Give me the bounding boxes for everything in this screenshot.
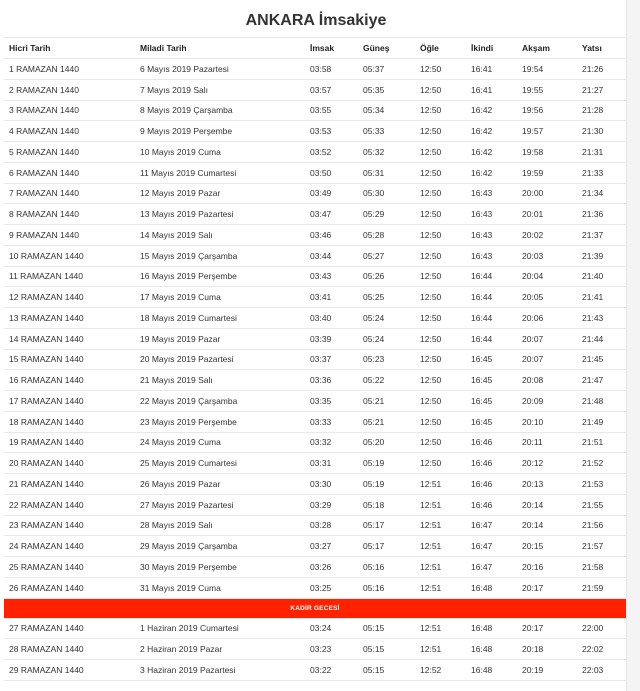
- cell-ogle: 12:51: [420, 478, 442, 489]
- cell-imsak: 03:26: [310, 561, 332, 572]
- cell-aksam: 20:06: [522, 312, 544, 323]
- cell-miladi-tarih: 17 Mayıs 2019 Cuma: [140, 292, 221, 303]
- cell-ogle: 12:50: [420, 229, 442, 240]
- cell-imsak: 03:41: [310, 292, 332, 303]
- cell-hicri-tarih: 3 RAMAZAN 1440: [9, 105, 79, 116]
- cell-ogle: 12:50: [420, 167, 442, 178]
- cell-imsak: 03:22: [310, 664, 332, 675]
- cell-ikindi: 16:46: [471, 499, 493, 510]
- cell-ogle: 12:51: [420, 644, 442, 655]
- table-row: [4, 163, 626, 184]
- cell-ogle: 12:50: [420, 458, 442, 469]
- cell-ikindi: 16:47: [471, 561, 493, 572]
- cell-miladi-tarih: 7 Mayıs 2019 Salı: [140, 84, 209, 95]
- cell-gunes: 05:20: [363, 437, 385, 448]
- cell-miladi-tarih: 11 Mayıs 2019 Cumartesi: [140, 167, 237, 178]
- rows-after-kadir: [4, 619, 626, 681]
- cell-ogle: 12:50: [420, 146, 442, 157]
- cell-imsak: 03:29: [310, 499, 332, 510]
- cell-yatsi: 21:36: [582, 209, 604, 220]
- cell-yatsi: 22:03: [582, 664, 604, 675]
- cell-hicri-tarih: 16 RAMAZAN 1440: [9, 375, 84, 386]
- cell-aksam: 19:57: [522, 126, 544, 137]
- cell-ogle: 12:50: [420, 84, 442, 95]
- cell-imsak: 03:35: [310, 395, 332, 406]
- cell-imsak: 03:25: [310, 582, 332, 593]
- cell-hicri-tarih: 10 RAMAZAN 1440: [9, 250, 84, 261]
- table-row: [4, 433, 626, 454]
- cell-aksam: 20:09: [522, 395, 544, 406]
- cell-imsak: 03:58: [310, 63, 332, 74]
- cell-miladi-tarih: 31 Mayıs 2019 Cuma: [140, 582, 221, 593]
- cell-hicri-tarih: 9 RAMAZAN 1440: [9, 229, 79, 240]
- cell-yatsi: 21:45: [582, 354, 604, 365]
- cell-yatsi: 21:33: [582, 167, 604, 178]
- cell-ikindi: 16:46: [471, 478, 493, 489]
- cell-aksam: 19:55: [522, 84, 544, 95]
- cell-gunes: 05:25: [363, 292, 385, 303]
- cell-yatsi: 21:57: [582, 541, 604, 552]
- cell-aksam: 20:14: [522, 499, 544, 510]
- cell-aksam: 20:02: [522, 229, 544, 240]
- cell-imsak: 03:55: [310, 105, 332, 116]
- cell-ikindi: 16:43: [471, 229, 493, 240]
- cell-imsak: 03:40: [310, 312, 332, 323]
- cell-imsak: 03:28: [310, 520, 332, 531]
- cell-ogle: 12:50: [420, 126, 442, 137]
- cell-hicri-tarih: 19 RAMAZAN 1440: [9, 437, 84, 448]
- cell-gunes: 05:32: [363, 146, 385, 157]
- cell-miladi-tarih: 10 Mayıs 2019 Cuma: [140, 146, 221, 157]
- table-row: [4, 142, 626, 163]
- cell-hicri-tarih: 7 RAMAZAN 1440: [9, 188, 79, 199]
- cell-ikindi: 16:46: [471, 437, 493, 448]
- cell-aksam: 19:58: [522, 146, 544, 157]
- header-hicri-tarih: Hicri Tarih: [9, 43, 51, 53]
- cell-ogle: 12:50: [420, 416, 442, 427]
- cell-gunes: 05:21: [363, 395, 385, 406]
- cell-gunes: 05:29: [363, 209, 385, 220]
- cell-ogle: 12:51: [420, 561, 442, 572]
- table-row: [4, 329, 626, 350]
- header-ogle: Öğle: [420, 43, 439, 53]
- cell-imsak: 03:57: [310, 84, 332, 95]
- cell-gunes: 05:31: [363, 167, 385, 178]
- table-row: [4, 474, 626, 495]
- cell-gunes: 05:24: [363, 312, 385, 323]
- cell-ikindi: 16:41: [471, 84, 493, 95]
- cell-ogle: 12:51: [420, 520, 442, 531]
- cell-ogle: 12:50: [420, 354, 442, 365]
- cell-miladi-tarih: 1 Haziran 2019 Cumartesi: [140, 623, 239, 634]
- cell-miladi-tarih: 6 Mayıs 2019 Pazartesi: [140, 63, 229, 74]
- cell-yatsi: 21:39: [582, 250, 604, 261]
- cell-gunes: 05:27: [363, 250, 385, 261]
- cell-miladi-tarih: 16 Mayıs 2019 Perşembe: [140, 271, 237, 282]
- cell-ikindi: 16:42: [471, 126, 493, 137]
- cell-imsak: 03:39: [310, 333, 332, 344]
- cell-ikindi: 16:48: [471, 623, 493, 634]
- cell-hicri-tarih: 22 RAMAZAN 1440: [9, 499, 84, 510]
- cell-hicri-tarih: 18 RAMAZAN 1440: [9, 416, 84, 427]
- table-row: [4, 287, 626, 308]
- table-row: [4, 225, 626, 246]
- cell-aksam: 19:54: [522, 63, 544, 74]
- cell-hicri-tarih: 1 RAMAZAN 1440: [9, 63, 79, 74]
- cell-gunes: 05:18: [363, 499, 385, 510]
- cell-miladi-tarih: 13 Mayıs 2019 Pazartesi: [140, 209, 234, 220]
- cell-ogle: 12:50: [420, 271, 442, 282]
- cell-gunes: 05:30: [363, 188, 385, 199]
- cell-aksam: 20:16: [522, 561, 544, 572]
- cell-miladi-tarih: 9 Mayıs 2019 Perşembe: [140, 126, 233, 137]
- cell-yatsi: 21:30: [582, 126, 604, 137]
- cell-ogle: 12:51: [420, 582, 442, 593]
- cell-yatsi: 21:28: [582, 105, 604, 116]
- cell-yatsi: 22:00: [582, 623, 604, 634]
- cell-ikindi: 16:42: [471, 167, 493, 178]
- cell-imsak: 03:23: [310, 644, 332, 655]
- kadir-gecesi-banner: KADİR GECESİ: [4, 599, 626, 619]
- cell-yatsi: 21:43: [582, 312, 604, 323]
- cell-hicri-tarih: 24 RAMAZAN 1440: [9, 541, 84, 552]
- cell-miladi-tarih: 8 Mayıs 2019 Çarşamba: [140, 105, 233, 116]
- cell-hicri-tarih: 20 RAMAZAN 1440: [9, 458, 84, 469]
- cell-hicri-tarih: 28 RAMAZAN 1440: [9, 644, 84, 655]
- cell-aksam: 19:56: [522, 105, 544, 116]
- cell-imsak: 03:37: [310, 354, 332, 365]
- table-row: [4, 370, 626, 391]
- cell-miladi-tarih: 23 Mayıs 2019 Perşembe: [140, 416, 237, 427]
- cell-ikindi: 16:48: [471, 582, 493, 593]
- cell-miladi-tarih: 29 Mayıs 2019 Çarşamba: [140, 541, 238, 552]
- cell-yatsi: 21:49: [582, 416, 604, 427]
- header-gunes: Güneş: [363, 43, 390, 53]
- cell-yatsi: 21:47: [582, 375, 604, 386]
- cell-ikindi: 16:42: [471, 146, 493, 157]
- cell-gunes: 05:34: [363, 105, 385, 116]
- cell-aksam: 19:59: [522, 167, 544, 178]
- cell-hicri-tarih: 12 RAMAZAN 1440: [9, 292, 84, 303]
- cell-ikindi: 16:43: [471, 188, 493, 199]
- cell-gunes: 05:24: [363, 333, 385, 344]
- cell-yatsi: 21:59: [582, 582, 604, 593]
- cell-yatsi: 21:41: [582, 292, 604, 303]
- cell-ikindi: 16:46: [471, 458, 493, 469]
- cell-yatsi: 21:56: [582, 520, 604, 531]
- cell-ikindi: 16:42: [471, 105, 493, 116]
- cell-imsak: 03:36: [310, 375, 332, 386]
- cell-ikindi: 16:44: [471, 312, 493, 323]
- table-header-row: [4, 37, 626, 59]
- table-row: [4, 246, 626, 267]
- cell-miladi-tarih: 15 Mayıs 2019 Çarşamba: [140, 250, 238, 261]
- cell-ogle: 12:50: [420, 375, 442, 386]
- window-edge: [626, 0, 640, 691]
- cell-yatsi: 21:40: [582, 271, 604, 282]
- cell-hicri-tarih: 26 RAMAZAN 1440: [9, 582, 84, 593]
- cell-ikindi: 16:44: [471, 292, 493, 303]
- cell-aksam: 20:03: [522, 250, 544, 261]
- cell-miladi-tarih: 28 Mayıs 2019 Salı: [140, 520, 213, 531]
- cell-ogle: 12:50: [420, 292, 442, 303]
- cell-gunes: 05:22: [363, 375, 385, 386]
- cell-aksam: 20:13: [522, 478, 544, 489]
- cell-ikindi: 16:47: [471, 541, 493, 552]
- cell-gunes: 05:16: [363, 561, 385, 572]
- cell-imsak: 03:49: [310, 188, 332, 199]
- table-row: [4, 391, 626, 412]
- cell-ogle: 12:51: [420, 499, 442, 510]
- cell-ikindi: 16:45: [471, 375, 493, 386]
- cell-miladi-tarih: 30 Mayıs 2019 Perşembe: [140, 561, 237, 572]
- cell-ogle: 12:52: [420, 664, 442, 675]
- header-miladi-tarih: Miladi Tarih: [140, 43, 187, 53]
- cell-imsak: 03:31: [310, 458, 332, 469]
- cell-imsak: 03:52: [310, 146, 332, 157]
- table-row: [4, 59, 626, 80]
- cell-hicri-tarih: 23 RAMAZAN 1440: [9, 520, 84, 531]
- cell-hicri-tarih: 17 RAMAZAN 1440: [9, 395, 84, 406]
- cell-miladi-tarih: 2 Haziran 2019 Pazar: [140, 644, 223, 655]
- cell-hicri-tarih: 2 RAMAZAN 1440: [9, 84, 79, 95]
- cell-gunes: 05:19: [363, 478, 385, 489]
- cell-gunes: 05:35: [363, 84, 385, 95]
- cell-gunes: 05:15: [363, 644, 385, 655]
- cell-yatsi: 21:52: [582, 458, 604, 469]
- cell-yatsi: 21:51: [582, 437, 604, 448]
- table-row: [4, 619, 626, 640]
- cell-hicri-tarih: 21 RAMAZAN 1440: [9, 478, 84, 489]
- cell-yatsi: 21:26: [582, 63, 604, 74]
- cell-hicri-tarih: 27 RAMAZAN 1440: [9, 623, 84, 634]
- cell-aksam: 20:05: [522, 292, 544, 303]
- cell-aksam: 20:10: [522, 416, 544, 427]
- cell-miladi-tarih: 3 Haziran 2019 Pazartesi: [140, 664, 236, 675]
- table-row: [4, 184, 626, 205]
- cell-imsak: 03:50: [310, 167, 332, 178]
- cell-ikindi: 16:48: [471, 644, 493, 655]
- table-row: [4, 536, 626, 557]
- cell-ogle: 12:50: [420, 333, 442, 344]
- cell-gunes: 05:17: [363, 541, 385, 552]
- cell-imsak: 03:30: [310, 478, 332, 489]
- table-row: [4, 101, 626, 122]
- cell-yatsi: 22:02: [582, 644, 604, 655]
- cell-ogle: 12:51: [420, 623, 442, 634]
- cell-gunes: 05:19: [363, 458, 385, 469]
- table-row: [4, 453, 626, 474]
- cell-ogle: 12:50: [420, 312, 442, 323]
- cell-miladi-tarih: 14 Mayıs 2019 Salı: [140, 229, 213, 240]
- cell-ogle: 12:50: [420, 105, 442, 116]
- cell-imsak: 03:27: [310, 541, 332, 552]
- cell-hicri-tarih: 8 RAMAZAN 1440: [9, 209, 79, 220]
- cell-ogle: 12:50: [420, 395, 442, 406]
- cell-ikindi: 16:47: [471, 520, 493, 531]
- cell-aksam: 20:01: [522, 209, 544, 220]
- cell-ogle: 12:50: [420, 188, 442, 199]
- cell-imsak: 03:33: [310, 416, 332, 427]
- header-yatsi: Yatsı: [582, 43, 602, 53]
- cell-yatsi: 21:34: [582, 188, 604, 199]
- cell-aksam: 20:11: [522, 437, 543, 448]
- table-row: [4, 121, 626, 142]
- table-row: [4, 308, 626, 329]
- cell-miladi-tarih: 12 Mayıs 2019 Pazar: [140, 188, 221, 199]
- table-row: [4, 495, 626, 516]
- cell-gunes: 05:37: [363, 63, 385, 74]
- cell-miladi-tarih: 20 Mayıs 2019 Pazartesi: [140, 354, 234, 365]
- cell-gunes: 05:17: [363, 520, 385, 531]
- cell-ogle: 12:50: [420, 63, 442, 74]
- cell-hicri-tarih: 15 RAMAZAN 1440: [9, 354, 84, 365]
- cell-gunes: 05:15: [363, 664, 385, 675]
- cell-aksam: 20:18: [522, 644, 544, 655]
- cell-hicri-tarih: 5 RAMAZAN 1440: [9, 146, 79, 157]
- cell-ikindi: 16:45: [471, 416, 493, 427]
- cell-gunes: 05:33: [363, 126, 385, 137]
- cell-ikindi: 16:41: [471, 63, 493, 74]
- imsakiye-table: [4, 37, 626, 681]
- rows-before-kadir: [4, 59, 626, 599]
- cell-aksam: 20:07: [522, 354, 544, 365]
- cell-ogle: 12:50: [420, 437, 442, 448]
- cell-aksam: 20:00: [522, 188, 544, 199]
- cell-miladi-tarih: 22 Mayıs 2019 Çarşamba: [140, 395, 238, 406]
- cell-ogle: 12:50: [420, 250, 442, 261]
- cell-miladi-tarih: 18 Mayıs 2019 Cumartesi: [140, 312, 237, 323]
- cell-imsak: 03:44: [310, 250, 332, 261]
- cell-yatsi: 21:37: [582, 229, 604, 240]
- cell-ikindi: 16:44: [471, 271, 493, 282]
- cell-miladi-tarih: 26 Mayıs 2019 Pazar: [140, 478, 221, 489]
- cell-gunes: 05:28: [363, 229, 385, 240]
- cell-yatsi: 21:31: [582, 146, 604, 157]
- cell-imsak: 03:43: [310, 271, 332, 282]
- table-row: [4, 516, 626, 537]
- cell-aksam: 20:19: [522, 664, 544, 675]
- cell-gunes: 05:21: [363, 416, 385, 427]
- cell-yatsi: 21:48: [582, 395, 604, 406]
- cell-aksam: 20:15: [522, 541, 544, 552]
- cell-yatsi: 21:27: [582, 84, 604, 95]
- cell-yatsi: 21:44: [582, 333, 604, 344]
- cell-miladi-tarih: 25 Mayıs 2019 Cumartesi: [140, 458, 237, 469]
- cell-ogle: 12:51: [420, 541, 442, 552]
- cell-imsak: 03:47: [310, 209, 332, 220]
- cell-miladi-tarih: 21 Mayıs 2019 Salı: [140, 375, 213, 386]
- cell-aksam: 20:04: [522, 271, 544, 282]
- cell-gunes: 05:23: [363, 354, 385, 365]
- cell-gunes: 05:16: [363, 582, 385, 593]
- cell-yatsi: 21:53: [582, 478, 604, 489]
- cell-gunes: 05:15: [363, 623, 385, 634]
- cell-ikindi: 16:45: [471, 395, 493, 406]
- cell-ikindi: 16:44: [471, 333, 493, 344]
- table-row: [4, 578, 626, 599]
- cell-aksam: 20:17: [522, 623, 544, 634]
- table-row: [4, 267, 626, 288]
- cell-aksam: 20:14: [522, 520, 544, 531]
- cell-imsak: 03:53: [310, 126, 332, 137]
- cell-hicri-tarih: 6 RAMAZAN 1440: [9, 167, 79, 178]
- cell-imsak: 03:32: [310, 437, 332, 448]
- page-title: ANKARA İmsakiye: [245, 12, 387, 29]
- cell-ikindi: 16:43: [471, 250, 493, 261]
- table-row: [4, 660, 626, 681]
- cell-hicri-tarih: 4 RAMAZAN 1440: [9, 126, 79, 137]
- cell-yatsi: 21:58: [582, 561, 604, 572]
- cell-miladi-tarih: 27 Mayıs 2019 Pazartesi: [140, 499, 234, 510]
- table-row: [4, 80, 626, 101]
- cell-hicri-tarih: 11 RAMAZAN 1440: [9, 271, 84, 282]
- cell-aksam: 20:08: [522, 375, 544, 386]
- cell-hicri-tarih: 29 RAMAZAN 1440: [9, 664, 84, 675]
- cell-ikindi: 16:43: [471, 209, 493, 220]
- cell-miladi-tarih: 19 Mayıs 2019 Pazar: [140, 333, 221, 344]
- cell-imsak: 03:46: [310, 229, 332, 240]
- cell-yatsi: 21:55: [582, 499, 604, 510]
- cell-ikindi: 16:48: [471, 664, 493, 675]
- table-row: [4, 412, 626, 433]
- cell-miladi-tarih: 24 Mayıs 2019 Cuma: [140, 437, 221, 448]
- table-row: [4, 639, 626, 660]
- cell-gunes: 05:26: [363, 271, 385, 282]
- header-imsak: İmsak: [310, 43, 335, 53]
- cell-hicri-tarih: 25 RAMAZAN 1440: [9, 561, 84, 572]
- cell-aksam: 20:12: [522, 458, 544, 469]
- table-row: [4, 557, 626, 578]
- cell-aksam: 20:17: [522, 582, 544, 593]
- table-row: [4, 350, 626, 371]
- cell-imsak: 03:24: [310, 623, 332, 634]
- cell-ikindi: 16:45: [471, 354, 493, 365]
- cell-ogle: 12:50: [420, 209, 442, 220]
- cell-hicri-tarih: 13 RAMAZAN 1440: [9, 312, 84, 323]
- header-aksam: Akşam: [522, 43, 550, 53]
- cell-aksam: 20:07: [522, 333, 544, 344]
- table-row: [4, 204, 626, 225]
- cell-hicri-tarih: 14 RAMAZAN 1440: [9, 333, 84, 344]
- header-ikindi: İkindi: [471, 43, 494, 53]
